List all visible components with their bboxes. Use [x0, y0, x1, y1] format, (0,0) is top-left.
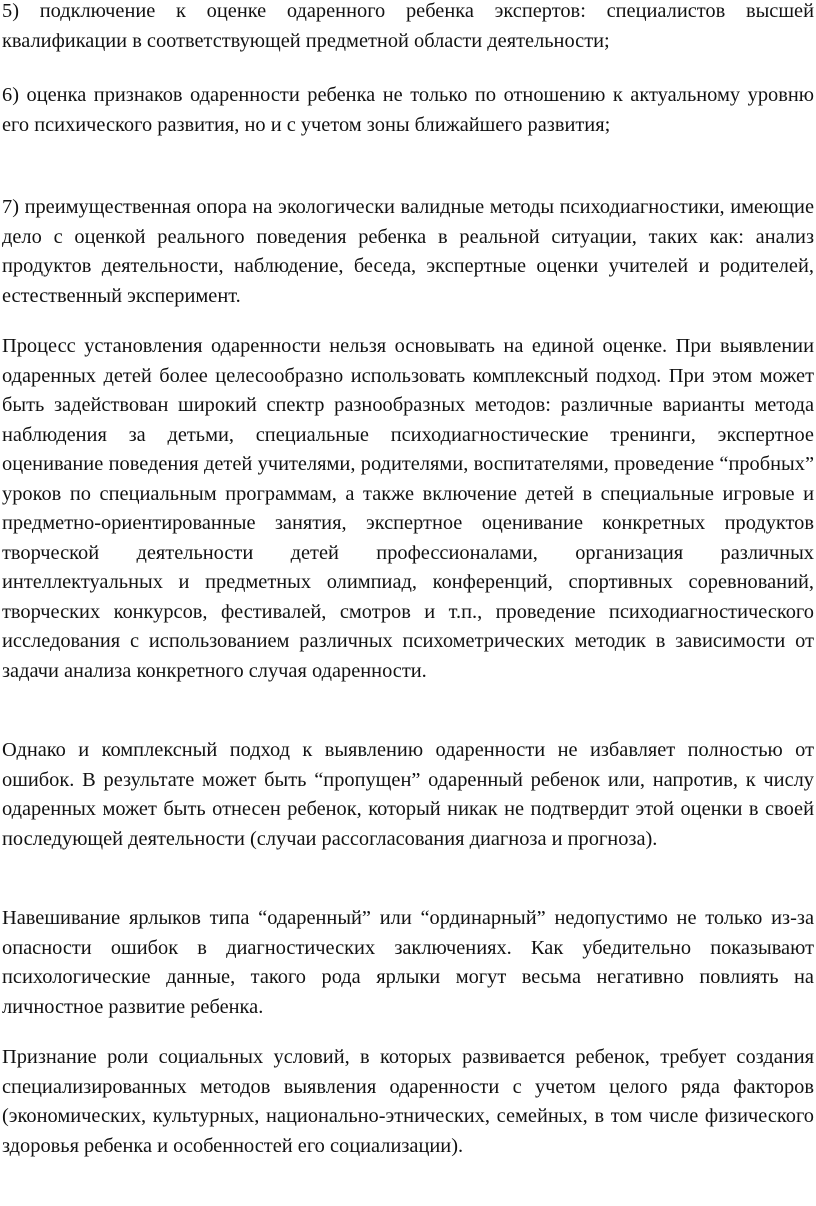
- paragraph-complex-assessment: Процесс установления одаренности нельзя основывать на единой оценке. При выявлении одаренных детей более целесообразно использовать комплексный подход. При этом может быть задействован широкий спектр разнообразных методов: различные варианты метода наблюдения за детьми, специальные психодиагностические тренинги, экспертное оценивание поведения детей учителями, родителями, воспитателями, проведение “пробных” уроков по специальным программам, а также включение детей в специальные игровые и предметно-ориентированные занятия, экспертное оценивание конкретных продуктов творческой деятельности детей профессионалами, организация различных интеллектуальных и предметных олимпиад, конференций, спортивных соревнований, творческих конкурсов, фестивалей, смотров и т.п., проведение психодиагностического исследования с использованием различных психометрических методик в зависимости от задачи анализа конкретного случая одаренности.: [2, 335, 814, 682]
- paragraph-item-7: 7) преимущественная опора на экологически валидные методы психодиагностики, имеющие дело с оценкой реального поведения ребенка в реальной ситуации, таких как: анализ продуктов деятельности, наблюдение, беседа, экспертные оценки учителей и родителей, естественный эксперимент.: [2, 196, 814, 307]
- paragraph-social-conditions: Признание роли социальных условий, в которых развивается ребенок, требует создания специализированных методов выявления одаренности с учетом целого ряда факторов (экономических, культурных, национально-этнических, семейных, в том числе физического здоровья ребенка и особенностей его социализации).: [2, 1046, 814, 1157]
- paragraph-errors: Однако и комплексный подход к выявлению одаренности не избавляет полностью от ошибок. В результате может быть “пропущен” одаренный ребенок или, напротив, к числу одаренных может быть отнесен ребенок, который никак не подтвердит этой оценки в своей последующей деятельности (случаи рассогласования диагноза и прогноза).: [2, 739, 814, 850]
- paragraph-item-5: 5) подключение к оценке одаренного ребенка экспертов: специалистов высшей квалификации в соответствующей предметной области деятельности;: [2, 0, 814, 52]
- paragraph-labels: Навешивание ярлыков типа “одаренный” или “ординарный” недопустимо не только из-за опасности ошибок в диагностических заключениях. Как убедительно показывают психологические данные, такого рода ярлыки могут весьма негативно повлиять на личностное развитие ребенка.: [2, 907, 814, 1018]
- paragraph-item-6: 6) оценка признаков одаренности ребенка не только по отношению к актуальному уровню его психического развития, но и с учетом зоны ближайшего развития;: [2, 84, 814, 136]
